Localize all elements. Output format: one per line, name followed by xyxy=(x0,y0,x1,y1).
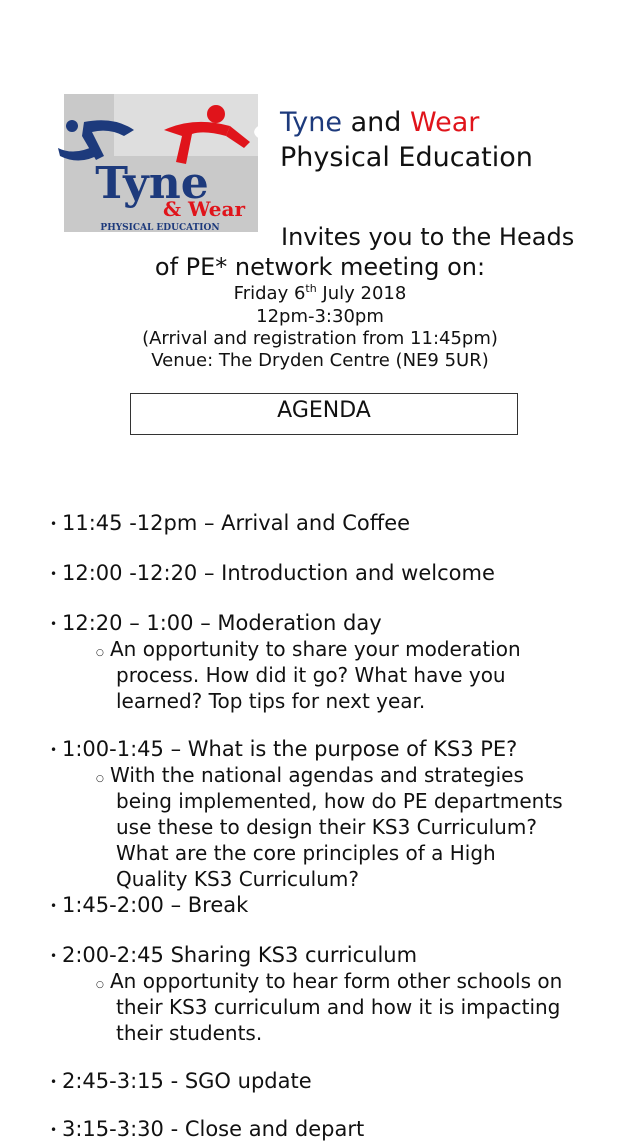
logo-text-main: Tyne xyxy=(95,158,209,209)
agenda-subitem xyxy=(96,968,616,1046)
agenda-item xyxy=(50,736,517,763)
meeting-time: 12pm-3:30pm xyxy=(256,306,384,327)
bullet-icon: • xyxy=(50,1123,58,1137)
logo-text-sub: & Wear xyxy=(162,197,246,221)
subitem-line: Quality KS3 Curriculum? xyxy=(116,867,360,891)
bullet-icon: • xyxy=(50,949,58,963)
bullet-icon: • xyxy=(50,517,58,531)
bullet-icon: • xyxy=(50,617,58,631)
agenda-item-text: 11:45 -12pm – Arrival and Coffee xyxy=(62,511,411,535)
subitem-line: use these to design their KS3 Curriculum? xyxy=(116,815,537,839)
org-name-wear: Wear xyxy=(409,107,480,138)
org-name-line2: Physical Education xyxy=(280,142,533,173)
org-name-line1 xyxy=(280,106,479,140)
agenda-item xyxy=(50,610,382,637)
agenda-item-text: 3:15-3:30 - Close and depart xyxy=(62,1117,365,1141)
agenda-item-text: 12:20 – 1:00 – Moderation day xyxy=(62,611,382,635)
agenda-item-text: 1:00-1:45 – What is the purpose of KS3 PE? xyxy=(62,737,518,761)
subitem-line: What are the core principles of a High xyxy=(116,841,496,865)
venue: Venue: The Dryden Centre (NE9 5UR) xyxy=(151,350,489,371)
logo-text-small: PHYSICAL EDUCATION xyxy=(100,223,220,233)
bullet-icon: • xyxy=(50,1075,58,1089)
org-name-and: and xyxy=(350,107,402,138)
org-name-tyne: Tyne xyxy=(280,107,342,138)
agenda-title-box xyxy=(130,393,518,435)
subitem-line: their students. xyxy=(116,1021,263,1045)
agenda-item-text: 2:45-3:15 - SGO update xyxy=(62,1069,312,1093)
invite-line2: of PE* network meeting on: xyxy=(154,253,486,281)
subitem-line: their KS3 curriculum and how it is impacting xyxy=(116,995,561,1019)
subitem-line: An opportunity to share your moderation xyxy=(110,637,521,661)
agenda-subitem xyxy=(96,636,616,714)
agenda-item xyxy=(50,942,417,969)
subitem-line: learned? Top tips for next year. xyxy=(116,689,426,713)
arrival-note: (Arrival and registration from 11:45pm) xyxy=(142,328,498,349)
subitem-line: process. How did it go? What have you xyxy=(116,663,506,687)
agenda-item xyxy=(50,510,410,537)
bullet-icon: • xyxy=(50,567,58,581)
meeting-date xyxy=(0,283,640,305)
sub-bullet-icon: ○ xyxy=(96,774,104,784)
subitem-line: With the national agendas and strategies xyxy=(110,763,524,787)
agenda-item xyxy=(50,1116,364,1143)
sub-bullet-icon: ○ xyxy=(96,980,104,990)
agenda-item-text: 2:00-2:45 Sharing KS3 curriculum xyxy=(62,943,418,967)
invite-line1: Invites you to the Heads xyxy=(281,223,575,251)
agenda-item-text: 1:45-2:00 – Break xyxy=(62,893,249,917)
date-suffix: July 2018 xyxy=(316,283,407,304)
agenda-title: AGENDA xyxy=(277,398,371,423)
subitem-line: An opportunity to hear form other schools on xyxy=(110,969,563,993)
agenda-item xyxy=(50,892,248,919)
agenda-subitem xyxy=(96,762,616,892)
tyne-wear-pe-logo xyxy=(54,86,268,240)
agenda-item xyxy=(50,1068,312,1095)
bullet-icon: • xyxy=(50,743,58,757)
bullet-icon: • xyxy=(50,899,58,913)
agenda-item-text: 12:00 -12:20 – Introduction and welcome xyxy=(62,561,495,585)
agenda-item xyxy=(50,560,495,587)
subitem-line: being implemented, how do PE departments xyxy=(116,789,563,813)
date-prefix: Friday 6 xyxy=(233,283,306,304)
date-sup: th xyxy=(305,282,317,295)
sub-bullet-icon: ○ xyxy=(96,648,104,658)
